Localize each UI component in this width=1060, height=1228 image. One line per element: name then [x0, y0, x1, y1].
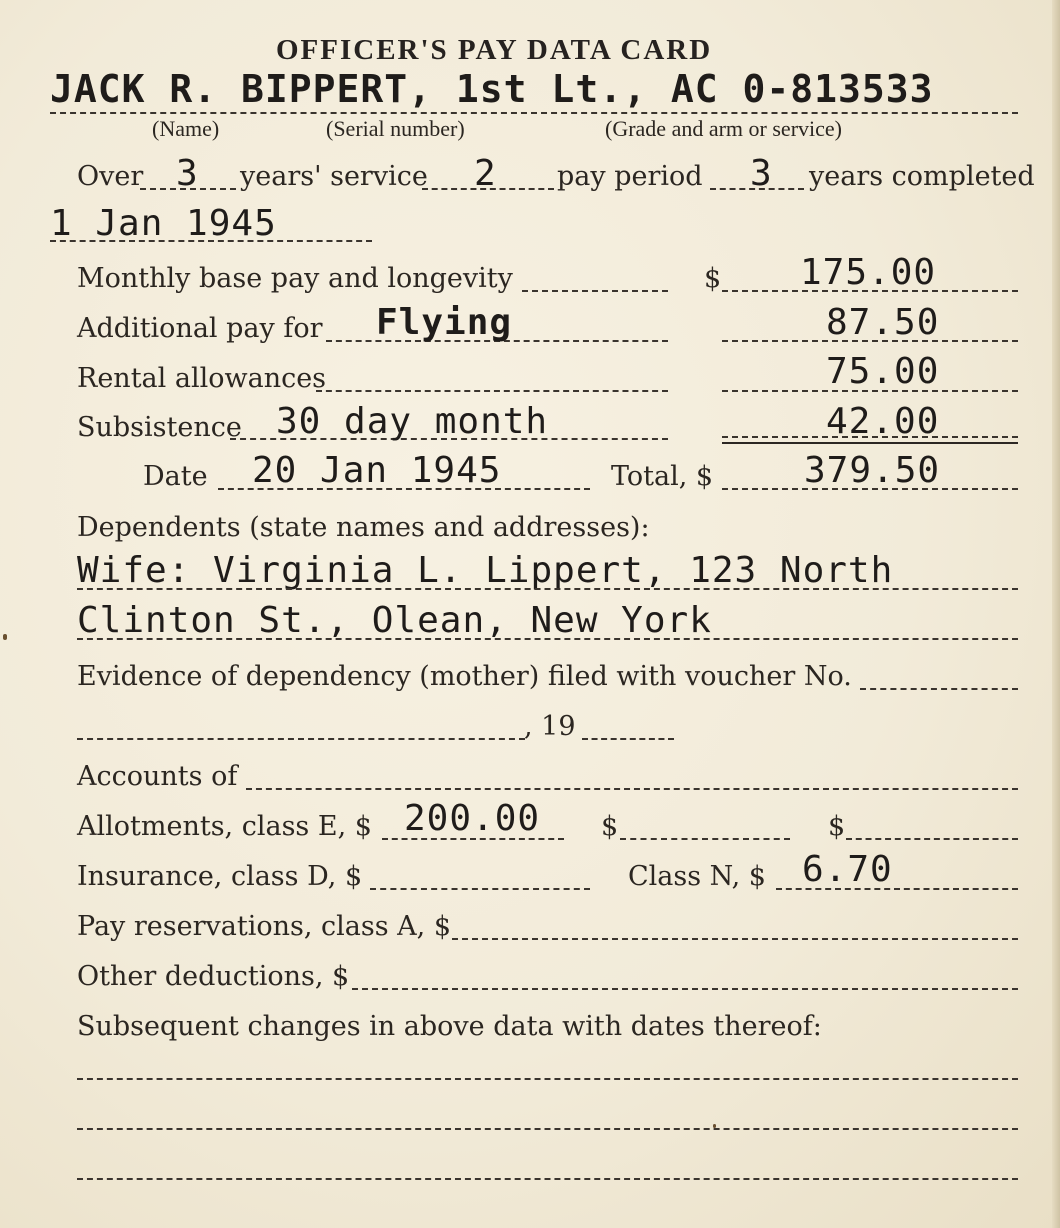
- label-years-service: years' service: [240, 161, 428, 192]
- label-other-deductions: Other deductions, $: [77, 961, 350, 992]
- subsistence-desc-value: 30 day month: [276, 401, 549, 442]
- label-total: Total, $: [611, 461, 714, 492]
- allotment-line-3: [846, 838, 1018, 840]
- label-date: Date: [143, 461, 208, 492]
- label-insurance-d: Insurance, class D, $: [77, 861, 363, 892]
- allotment-dollar-3: $: [828, 811, 846, 842]
- subtotal-rule: [722, 442, 1018, 444]
- label-dependents: Dependents (state names and addresses):: [77, 512, 650, 543]
- subsistence-amount: 42.00: [826, 401, 940, 442]
- label-name: (Name): [152, 116, 220, 141]
- date-completed-value: 1 Jan 1945: [50, 203, 277, 244]
- accounts-of-line: [246, 788, 1018, 790]
- changes-line-3: [77, 1178, 1018, 1180]
- years-completed-value: 3: [750, 153, 773, 194]
- label-additional-pay: Additional pay for: [77, 313, 323, 344]
- date-value: 20 Jan 1945: [252, 450, 502, 491]
- additional-pay-for-value: Flying: [376, 302, 513, 343]
- evidence-date-line: [77, 738, 525, 740]
- label-years-completed: years completed: [809, 161, 1035, 192]
- dependents-underline-2: [77, 638, 1018, 640]
- changes-line-1: [77, 1078, 1018, 1080]
- monthly-base-leader: [522, 290, 668, 292]
- monthly-base-dollar: $: [704, 263, 722, 294]
- label-comma-19: , 19: [524, 711, 576, 742]
- total-amount: 379.50: [804, 450, 941, 491]
- label-accounts-of: Accounts of: [77, 761, 238, 792]
- label-serial-number: (Serial number): [326, 116, 465, 141]
- label-grade-arm: (Grade and arm or service): [605, 116, 842, 141]
- evidence-year-line: [582, 738, 674, 740]
- dependents-underline-1: [77, 588, 1018, 590]
- years-service-value: 3: [176, 153, 199, 194]
- monthly-base-amount: 175.00: [800, 252, 937, 293]
- changes-line-2: [77, 1128, 1018, 1130]
- label-pay-period: pay period: [557, 161, 703, 192]
- allotment-line-2: [620, 838, 790, 840]
- card-title: OFFICER'S PAY DATA CARD: [276, 34, 713, 66]
- class-n-value: 6.70: [802, 849, 893, 890]
- date-completed-line: [50, 240, 372, 242]
- label-monthly-base: Monthly base pay and longevity: [77, 263, 513, 294]
- card-edge: [1052, 0, 1060, 1228]
- label-subsequent-changes: Subsequent changes in above data with dates thereof:: [77, 1011, 822, 1042]
- label-over: Over: [77, 161, 144, 192]
- rental-amount: 75.00: [826, 351, 940, 392]
- label-evidence: Evidence of dependency (mother) filed with voucher No.: [77, 661, 852, 692]
- label-subsistence: Subsistence: [77, 412, 242, 443]
- label-pay-reservations: Pay reservations, class A, $: [77, 911, 452, 942]
- evidence-line: [860, 688, 1018, 690]
- pay-reservations-line: [452, 938, 1018, 940]
- rental-leader: [316, 390, 668, 392]
- officer-name-line: JACK R. BIPPERT, 1st Lt., AC 0-813533: [50, 67, 934, 111]
- allotment-dollar-2: $: [601, 811, 619, 842]
- insurance-d-line: [370, 888, 590, 890]
- ink-mark: [713, 1124, 716, 1128]
- ink-mark: [3, 634, 7, 640]
- additional-pay-amount: 87.50: [826, 302, 940, 343]
- label-class-n: Class N, $: [628, 861, 766, 892]
- name-underline: [50, 112, 1018, 114]
- other-deductions-line: [352, 988, 1018, 990]
- dependents-line-1: Wife: Virginia L. Lippert, 123 North: [77, 550, 894, 591]
- pay-period-value: 2: [474, 153, 497, 194]
- dependents-line-2: Clinton St., Olean, New York: [77, 600, 712, 641]
- label-rental: Rental allowances: [77, 363, 327, 394]
- allotment-e-value: 200.00: [404, 798, 541, 839]
- label-allotments: Allotments, class E, $: [77, 811, 372, 842]
